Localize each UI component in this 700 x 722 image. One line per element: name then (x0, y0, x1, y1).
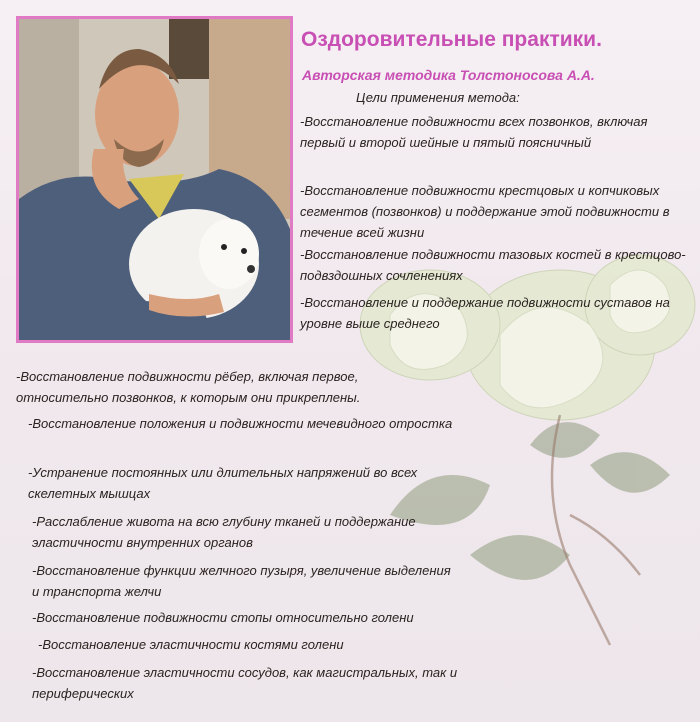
list-item: -Восстановление функции желчного пузыря, увеличение выделения и транспорта желчи (32, 563, 451, 599)
goals-heading: Цели применения метода: (356, 90, 520, 105)
list-item: -Восстановление подвижности тазовых костей в крестцово-подвздошных сочленениях (300, 247, 686, 283)
list-item: -Устранение постоянных или длительных напряжений во всех скелетных мышцах (28, 465, 418, 501)
list-item: -Расслабление живота на всю глубину тканей и поддержание эластичности внутренних органов (32, 514, 416, 550)
list-item: -Восстановление эластичности сосудов, как магистральных, так и периферических (32, 665, 458, 701)
author-photo (16, 16, 293, 343)
list-item: -Восстановление подвижности крестцовых и копчиковых сегментов (позвонков) и поддержание этой подвижности в течение всей жизни (300, 183, 670, 240)
page-title: Оздоровительные практики. (301, 28, 602, 51)
list-item: -Восстановление подвижности стопы относительно голени (32, 610, 414, 625)
list-item: -Восстановление подвижности рёбер, включая первое, относительно позвонков, к которым они прикреплены. (16, 369, 361, 405)
list-item: -Восстановление подвижности всех позвонков, включая первый и второй шейные и пятый поясничный (300, 114, 648, 150)
page-subtitle: Авторская методика Толстоносова А.А. (302, 67, 595, 83)
list-item: -Восстановление эластичности костями голени (38, 637, 344, 652)
list-item: -Восстановление и поддержание подвижности суставов на уровне выше среднего (300, 295, 670, 331)
list-item: -Восстановление положения и подвижности мечевидного отростка (28, 416, 453, 431)
